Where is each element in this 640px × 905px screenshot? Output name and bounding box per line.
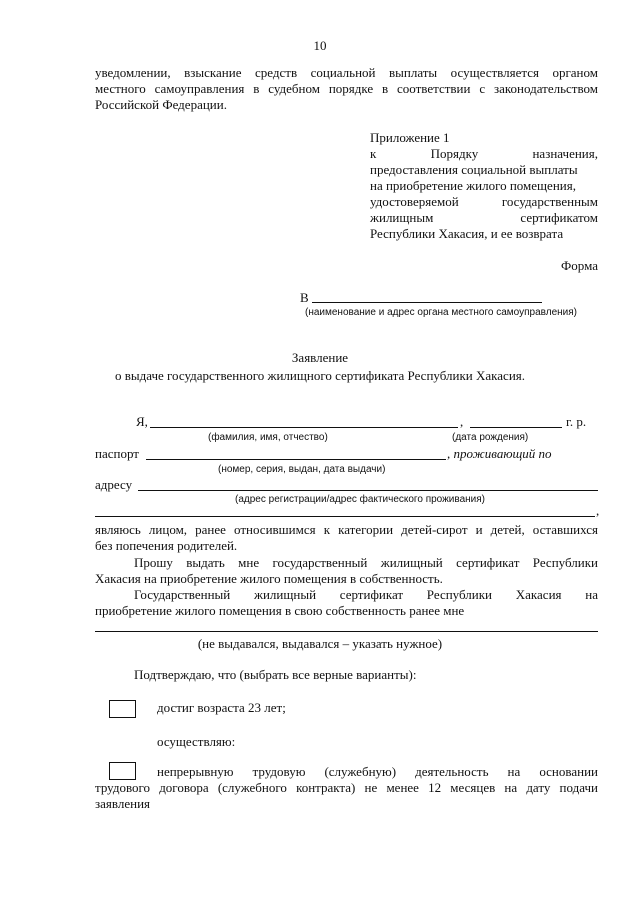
orphan-line-2: без попечения родителей.	[95, 538, 238, 553]
addressee-prefix: В	[300, 290, 309, 305]
fio-comma: ,	[460, 414, 464, 429]
passport-caption: (номер, серия, выдан, дата выдачи)	[218, 464, 386, 475]
addressee-field[interactable]	[312, 302, 542, 303]
orphan-line-1: являюсь лицом, ранее относившимся к категории детей-сирот и детей, оставшихся	[95, 522, 598, 537]
form-label: Форма	[561, 258, 598, 273]
work-line-2: трудового договора (служебного контракта) не менее 12 месяцев на дату подачи	[95, 780, 598, 795]
page-number: 10	[313, 38, 327, 53]
birth-caption: (дата рождения)	[452, 432, 529, 443]
confirm-text: Подтверждаю, что (выбрать все верные варианты):	[134, 667, 417, 682]
statement-title: Заявление	[291, 350, 349, 365]
address-field[interactable]	[138, 490, 598, 491]
appendix-line-1: к Порядку назначения,	[370, 146, 598, 161]
appendix-title: Приложение 1	[370, 130, 450, 145]
appendix-line-2: предоставления социальной выплаты	[370, 162, 578, 177]
prev-line-1: Государственный жилищный сертификат Республики Хакасия на	[134, 587, 598, 602]
request-line-2: Хакасия на приобретение жилого помещения в собственность.	[95, 571, 443, 586]
i-label: Я,	[136, 414, 148, 429]
birth-suffix: г. р.	[566, 414, 587, 429]
appendix-line-3: на приобретение жилого помещения,	[370, 178, 576, 193]
fio-caption: (фамилия, имя, отчество)	[208, 432, 328, 443]
appendix-line-6: Республики Хакасия, и ее возврата	[370, 226, 564, 241]
intro-line-2: местного самоуправления в судебном порядке в соответствии с законодательством	[95, 81, 598, 96]
appendix-line-4: удостоверяемой государственным	[370, 194, 598, 209]
statement-subtitle: о выдаче государственного жилищного сертификата Республики Хакасия.	[114, 368, 526, 383]
intro-line-3: Российской Федерации.	[95, 97, 227, 112]
prev-line-2: приобретение жилого помещения в свою собственность ранее мне	[95, 603, 465, 618]
birth-date-field[interactable]	[470, 427, 562, 428]
passport-label: паспорт	[95, 446, 139, 461]
appendix-line-5: жилищным сертификатом	[370, 210, 598, 225]
prev-field[interactable]	[95, 631, 598, 632]
passport-field[interactable]	[146, 459, 446, 460]
address-field-2[interactable]	[95, 516, 595, 517]
address-caption: (адрес регистрации/адрес фактического проживания)	[235, 494, 486, 505]
addressee-caption: (наименование и адрес органа местного самоуправления)	[305, 307, 577, 318]
request-line-1: Прошу выдать мне государственный жилищный сертификат Республики	[134, 555, 598, 570]
intro-line-1: уведомлении, взыскание средств социальной выплаты осуществляется органом	[95, 65, 598, 80]
option-age: достиг возраста 23 лет;	[157, 700, 286, 715]
work-line-1: непрерывную трудовую (служебную) деятельность на основании	[157, 764, 598, 779]
carry-out-text: осуществляю:	[157, 734, 236, 749]
prev-caption: (не выдавался, выдавался – указать нужное)	[197, 636, 443, 651]
fio-field[interactable]	[150, 427, 458, 428]
address-label: адресу	[95, 477, 133, 492]
age-checkbox[interactable]	[109, 700, 136, 718]
address-end-comma: ,	[596, 503, 600, 518]
work-line-3: заявления	[95, 796, 151, 811]
work-checkbox[interactable]	[109, 762, 136, 780]
residing-text: , проживающий по	[447, 446, 552, 461]
